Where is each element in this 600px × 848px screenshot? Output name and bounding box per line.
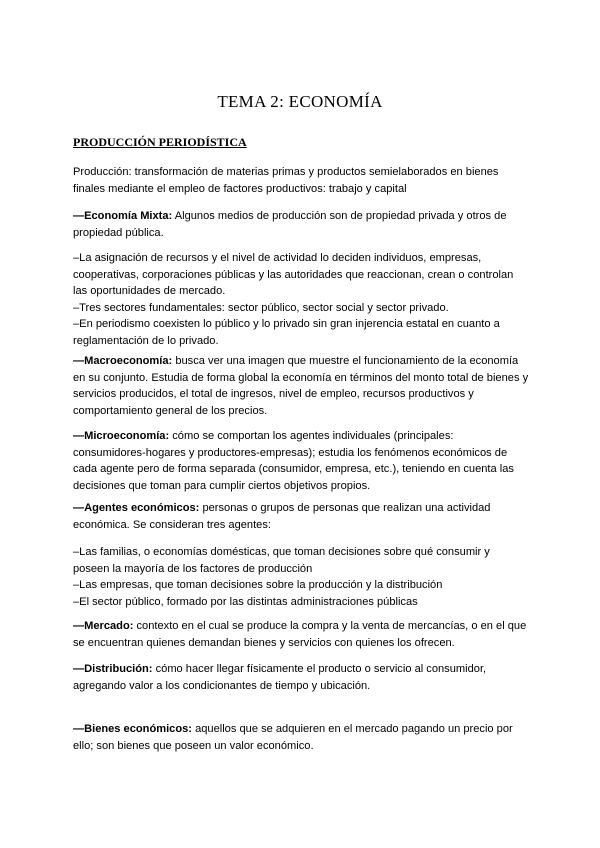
text-line: las oportunidades de mercado. (73, 285, 226, 297)
text-line (73, 428, 533, 445)
text-line: cooperativas, corporaciones públicas y las autoridades que reaccionan, crean o controlan (73, 268, 514, 281)
text-line: reglamentación de lo privado. (73, 334, 219, 347)
economic-agents-paragraph (73, 500, 533, 533)
text-line: consumidores-hogares y productores-empresas); estudia los fenómenos económicos de (73, 446, 508, 459)
text-line: –En periodismo coexisten lo público y lo privado sin gran injerencia estatal en cuanto a (73, 318, 500, 330)
text-line: –El sector público, formado por las distintas administraciones públicas (73, 595, 418, 608)
definition-text: cómo se comportan los agentes individuales (principales: (169, 430, 454, 442)
definition-text: Algunos medios de producción son de propiedad privada y otros de (172, 210, 507, 222)
macroeconomics-paragraph (73, 353, 533, 419)
definition-text: aquellos que se adquieren en el mercado pagando un precio por (191, 723, 513, 735)
microeconomics-paragraph (73, 428, 533, 494)
mixed-economy-paragraph (73, 208, 533, 241)
term-economic-goods: —Bienes económicos: (73, 723, 192, 735)
text-line: finales mediante el empleo de factores productivos: trabajo y capital (73, 182, 407, 195)
economic-agents-list (73, 544, 533, 610)
text-line: –Las familias, o economías domésticas, que toman decisiones sobre qué consumir y (73, 546, 490, 558)
text-line: poseen la mayoría de los factores de producción (73, 562, 313, 575)
text-line: Producción: transformación de materias primas y productos semielaborados en bienes (73, 166, 499, 178)
definition-text: busca ver una imagen que muestre el funcionamiento de la economía (172, 355, 519, 367)
text-line: se encuentran quienes demandan bienes y servicios con quienes los ofrecen. (73, 636, 455, 649)
text-line: servicios producidos, el total de ingresos, nivel de empleo, recursos productivos y (73, 388, 474, 400)
text-line: económica. Se consideran tres agentes: (73, 518, 271, 531)
section-heading: PRODUCCIÓN PERIODÍSTICA (73, 135, 247, 149)
term-market: —Mercado: (73, 620, 134, 632)
text-line: –Tres sectores fundamentales: sector público, sector social y sector privado. (73, 301, 449, 314)
production-definition (73, 164, 533, 197)
distribution-paragraph (73, 661, 533, 694)
text-line: decisiones que toman para cumplir ciertos objetivos propios. (73, 479, 371, 492)
definition-text: personas o grupos de personas que realizan una actividad (199, 502, 491, 514)
term-macroeconomics: —Macroeconomía: (73, 355, 173, 367)
mixed-economy-list (73, 250, 533, 349)
economic-goods-paragraph (73, 721, 533, 754)
text-line: agregando valor a los condicionantes de tiempo y ubicación. (73, 679, 371, 692)
term-economic-agents: —Agentes económicos: (73, 502, 200, 514)
term-distribution: —Distribución: (73, 663, 153, 675)
term-mixed-economy: —Economía Mixta: (73, 210, 173, 222)
text-line (73, 721, 533, 738)
text-line (73, 618, 533, 635)
text-line (73, 208, 533, 225)
page-title: TEMA 2: ECONOMÍA (217, 92, 383, 111)
text-line: ello; son bienes que poseen un valor económico. (73, 739, 314, 752)
definition-text: cómo hacer llegar físicamente el producto o servicio al consumidor, (152, 663, 487, 675)
definition-text: contexto en el cual se produce la compra y la venta de mercancías, o en el que (133, 620, 527, 632)
text-line: cada agente pero de forma separada (consumidor, empresa, etc.), teniendo en cuenta las (73, 463, 514, 475)
text-line: –La asignación de recursos y el nivel de actividad lo deciden individuos, empresas, (73, 252, 482, 264)
text-line (73, 500, 533, 517)
market-paragraph (73, 618, 533, 651)
term-microeconomics: —Microeconomía: (73, 430, 170, 442)
text-line: propiedad pública. (73, 226, 164, 239)
text-line: en su conjunto. Estudia de forma global la economía en términos del monto total de bienes y (73, 371, 529, 384)
text-line: comportamiento general de los precios. (73, 404, 268, 417)
text-line (73, 661, 533, 678)
text-line (73, 353, 533, 370)
text-line: –Las empresas, que toman decisiones sobre la producción y la distribución (73, 579, 443, 591)
